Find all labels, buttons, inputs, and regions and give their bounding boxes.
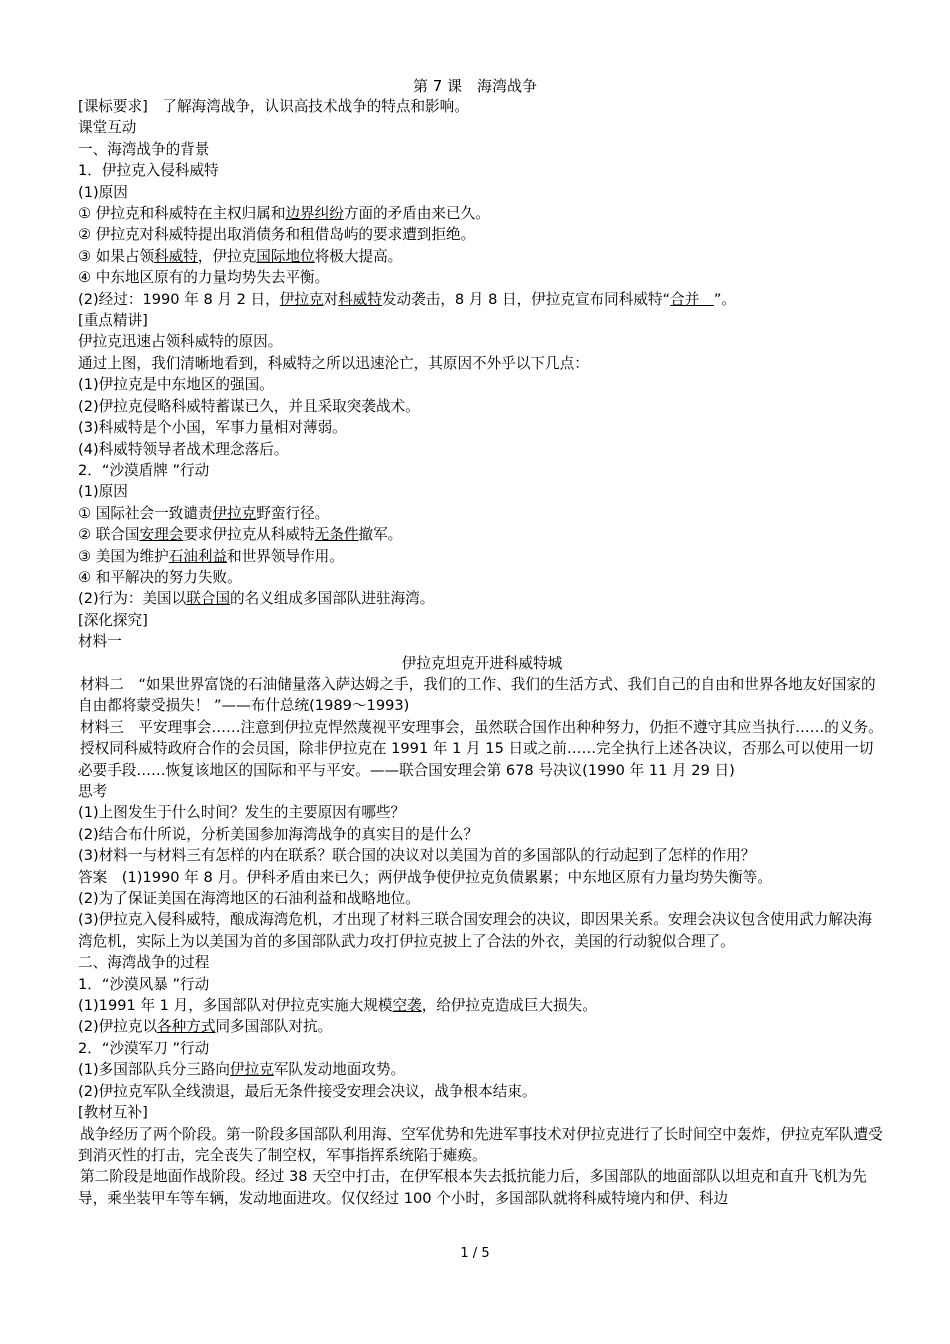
question: (2)结合布什所说，分析美国参加海湾战争的真实目的是什么？ (78, 825, 479, 843)
paragraph: 授权同科威特政府合作的会员国，除非伊拉克在 1991 年 1 月 15 日或之前……完全执行上述各决议，否那么可以使用一切必要手段……恢复该地区的国际和平与平安。——联合国安理会第 678 号决议(1990 年 11 月 29 日) (78, 740, 874, 779)
paragraph: (2)伊拉克侵略科威特蓄谋已久，并且采取突袭战术。 (78, 397, 420, 415)
text-run: 野蛮行径。 (256, 504, 330, 522)
text-run: (1)多国部队兵分三路向 (78, 1061, 231, 1079)
text-run: 对 (323, 290, 339, 308)
blank-answer: 伊拉克 (230, 1061, 274, 1079)
paragraph: 材料二 “如果世界富饶的石油储量落入萨达姆之手，我们的工作、我们的生活方式、我们自己的自由和世界各地友好国家的自由都将蒙受损失！ ”——布什总统(1989～1993) (78, 675, 876, 715)
paragraph: 战争经历了两个阶段。第一阶段多国部队利用海、空军优势和先进军事技术对伊拉克进行了长时间空中轰炸，伊拉克军队遭受到消灭性的打击，完全丧失了制空权，军事指挥系统陷于瘫痪。 (78, 1125, 883, 1164)
text-run: ，伊拉克 (197, 247, 257, 265)
text-run: (2)经过：1990 年 8 月 2 日， (78, 290, 280, 308)
paragraph: 材料三 平安理事会……注意到伊拉克悍然蔑视平安理事会，虽然联合国作出种种努力，仍拒不遵守其应当执行……的义务。 (80, 718, 883, 736)
text-run: 方面的矛盾由来已久。 (343, 205, 490, 223)
blank-answer: 联合国 (186, 590, 231, 608)
paragraph: ④ 中东地区原有的力量均势失去平衡。 (78, 269, 330, 287)
paragraph (78, 1016, 886, 1037)
paragraph: 通过上图，我们清晰地看到，科威特之所以迅速沦亡，其原因不外乎以下几点： (78, 354, 589, 372)
text-run: 军队发动地面攻势。 (273, 1061, 406, 1079)
text-run: ③ 美国为维护 (78, 547, 169, 565)
section-tag: [重点精讲] (78, 312, 148, 330)
paragraph (78, 995, 886, 1016)
paragraph (78, 246, 886, 267)
text-run: (2)行为：美国以 (78, 590, 187, 608)
text-run: (2)伊拉克以 (78, 1018, 158, 1036)
text-run: ① 国际社会一致谴责 (78, 504, 213, 522)
question: (3)材料一与材料三有怎样的内在联系？联合国的决议对以美国为首的多国部队的行动起到了怎样的作用？ (78, 847, 756, 865)
blank-answer: 国际地位 (256, 247, 315, 265)
text-run: 将极大提高。 (314, 247, 403, 265)
section-heading: 二、海湾战争的过程 (78, 954, 210, 972)
paragraph (78, 503, 886, 524)
subsection-heading: 1．伊拉克入侵科威特 (78, 162, 219, 180)
text-run: ，给伊拉克造成巨大损失。 (421, 997, 597, 1015)
blank-answer: 各种方式 (157, 1018, 216, 1036)
question: (1)上图发生于什么时间？发生的主要原因有哪些？ (78, 804, 406, 822)
image-caption: 伊拉克坦克开进科威特城 (401, 654, 563, 672)
paragraph (78, 588, 886, 609)
text-run: ③ 如果占领 (78, 247, 155, 265)
subsection-heading: 2．“沙漠军刀 ”行动 (78, 1039, 210, 1057)
paragraph (78, 546, 886, 567)
paragraph: ② 伊拉克对科威特提出取消债务和租借岛屿的要求遭到拒绝。 (78, 226, 476, 244)
paragraph (78, 524, 886, 545)
text-run: 要求伊拉克从科威特 (183, 526, 315, 544)
paragraph: 第二阶段是地面作战阶段。经过 38 天空中打击，在伊军根本失去抵抗能力后，多国部队的地面部队以坦克和直升飞机为先导，乘坐装甲车等车辆，发动地面进攻。仅仅经过 100 个小时，多国部队就将科威特境内和伊、科边 (78, 1168, 867, 1207)
section-heading: 一、海湾战争的背景 (78, 140, 210, 158)
blank-answer: 空袭 (392, 997, 422, 1015)
text-run: ”。 (713, 290, 737, 308)
blank-answer: 伊拉克 (212, 504, 257, 522)
paragraph: 材料一 (78, 633, 122, 651)
paragraph (78, 289, 886, 310)
paragraph: 思考 (78, 783, 108, 800)
section-heading: 课堂互动 (78, 119, 137, 137)
paragraph: (1)原因 (78, 183, 128, 201)
section-tag: [深化探究] (78, 611, 148, 629)
paragraph: (1)伊拉克是中东地区的强国。 (78, 376, 274, 394)
subsection-heading: 2．“沙漠盾牌 ”行动 (78, 461, 210, 479)
text-run: ② 联合国 (78, 526, 140, 544)
paragraph: 伊拉克迅速占领科威特的原因。 (78, 333, 283, 351)
paragraph: (1)原因 (78, 483, 128, 501)
text-run: (1)1991 年 1 月，多国部队对伊拉克实施大规模 (78, 997, 393, 1015)
standard-requirement: [课标要求] 了解海湾战争，认识高技术战争的特点和影响。 (78, 98, 469, 115)
paragraph (78, 1059, 886, 1080)
paragraph: ④ 和平解决的努力失败。 (78, 568, 242, 586)
answer: 答案 (1)1990 年 8 月。伊科矛盾由来已久；两伊战争使伊拉克负债累累；中东地区原有力量均势失衡等。 (78, 868, 772, 886)
section-tag: [教材互补] (78, 1104, 148, 1122)
blank-answer: 伊拉克 (279, 290, 324, 308)
document-body (78, 96, 886, 1209)
text-run: 和世界领导作用。 (227, 547, 344, 565)
lesson-title: 第 7 课 海湾战争 (412, 77, 538, 95)
blank-answer: 科威特 (338, 290, 382, 308)
answer: (3)伊拉克入侵科威特，酿成海湾危机，才出现了材料三联合国安理会的决议，即因果关系。安理会决议包含使用武力解决海湾危机，实际上为以美国为首的多国部队武力攻打伊拉克披上了合法的外衣，美国的行动貌似合理了。 (78, 911, 873, 950)
blank-answer: 石油利益 (168, 547, 228, 565)
blank-answer: 合并 (670, 290, 714, 308)
paragraph (78, 203, 886, 224)
text-run: 的名义组成多国部队进驻海湾。 (230, 590, 435, 608)
subsection-heading: 1．“沙漠风暴 ”行动 (78, 975, 210, 993)
blank-answer: 无条件 (314, 526, 359, 544)
answer: (2)为了保证美国在海湾地区的石油利益和战略地位。 (78, 890, 420, 908)
text-run: ① 伊拉克和科威特在主权归属和 (78, 205, 286, 223)
paragraph: (2)伊拉克军队全线溃退，最后无条件接受安理会决议，战争根本结束。 (78, 1082, 537, 1100)
blank-answer: 边界纠纷 (285, 205, 344, 223)
blank-answer: 科威特 (154, 247, 198, 265)
page-number: 1 / 5 (460, 1246, 490, 1261)
paragraph: (4)科威特领导者战术理念落后。 (78, 440, 289, 458)
text-run: 撤军。 (358, 526, 403, 544)
text-run: 发动袭击，8 月 8 日，伊拉克宣布同科威特“ (381, 290, 671, 308)
text-run: 同多国部队对抗。 (215, 1018, 333, 1036)
blank-answer: 安理会 (139, 526, 184, 544)
paragraph: (3)科威特是个小国，军事力量相对薄弱。 (78, 419, 347, 437)
